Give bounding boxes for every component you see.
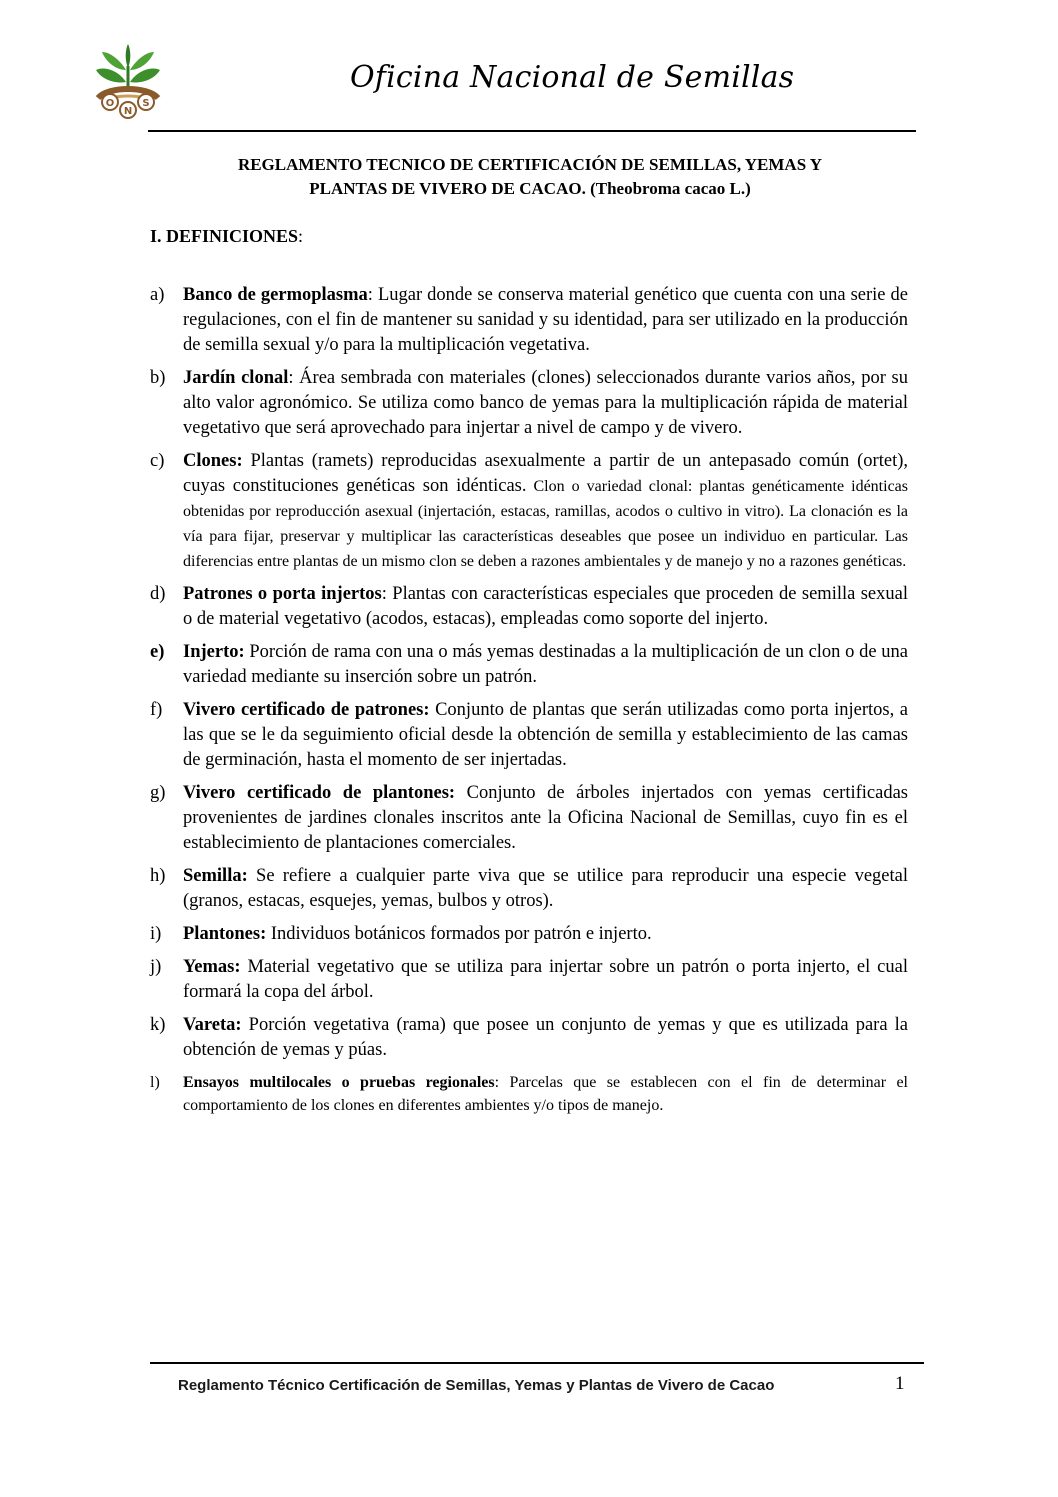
definition-item <box>150 955 908 1005</box>
definition-letter: d) <box>150 584 166 604</box>
definition-text: Plantas con características especiales que proceden de semilla sexual o de material vegetativo (acodos, estacas), empleadas como soporte del injerto. <box>183 584 908 629</box>
definition-letter: a) <box>150 285 165 305</box>
definition-term: Vivero certificado de plantones: <box>183 783 456 803</box>
definition-term: Clones: <box>183 451 243 471</box>
definition-text: Lugar donde se conserva material genético que cuenta con una serie de regulaciones, con el fin de mantener su sanidad y su identidad, para ser utilizado en la producción de semilla sexual y/o para la multiplicación vegetativa. <box>183 285 908 355</box>
definition-item <box>150 922 908 947</box>
logo-letter-n: N <box>123 106 133 117</box>
definition-term: Patrones o porta injertos <box>183 584 382 604</box>
section-title: I. DEFINICIONES <box>150 226 299 246</box>
definition-letter: c) <box>150 451 165 471</box>
definition-text: Área sembrada con materiales (clones) seleccionados durante varios años, por su alto valor agronómico. Se utiliza como banco de yemas para la multiplicación rápida de material vegetativo que será aprovechado para injertar a nivel de campo y de vivero. <box>183 368 908 438</box>
definition-letter: j) <box>150 957 162 977</box>
definition-text-small: Clon o variedad clonal: plantas genéticamente idénticas obtenidas por reproducción asexual (injertación, estacas, ramillas, acodos o cultivo in vitro). La clonación es la vía para fijar, preservar y multiplicar las características deseables que posee un individuo en particular. Las diferencias entre plantas de un mismo clon se deben a razones ambientales y de manejo y no a razones genéticas. <box>183 478 908 570</box>
plant-seedling-logo-icon <box>88 40 168 120</box>
definition-term: Banco de germoplasma <box>183 285 368 305</box>
definitions-list <box>150 283 908 1125</box>
definition-text: Material vegetativo que se utiliza para injertar sobre un patrón o porta injerto, el cual formará la copa del árbol. <box>183 957 908 1002</box>
footer-divider <box>150 1362 924 1364</box>
definition-letter: l) <box>150 1074 160 1091</box>
definition-term: Vareta: <box>183 1015 242 1035</box>
definition-letter: g) <box>150 783 166 803</box>
page-number: 1 <box>895 1373 905 1394</box>
ons-logo <box>88 40 168 120</box>
header-divider <box>148 130 916 132</box>
definition-term: Vivero certificado de patrones: <box>183 700 430 720</box>
definition-text: Plantas (ramets) reproducidas asexualmente a partir de un antepasado común (ortet), cuyas constituciones genéticas son idénticas. <box>183 451 908 496</box>
definition-letter: f) <box>150 700 163 720</box>
definition-letter: k) <box>150 1015 166 1035</box>
definition-text: Porción de rama con una o más yemas destinadas a la multiplicación de un clon o de una variedad mediante su inserción sobre un patrón. <box>183 642 908 687</box>
definition-term: Plantones: <box>183 924 267 944</box>
definition-text: Porción vegetativa (rama) que posee un conjunto de yemas y que es utilizada para la obtención de yemas y púas. <box>183 1015 908 1060</box>
definition-term: Ensayos multilocales o pruebas regionales <box>183 1074 495 1091</box>
definition-sep: : <box>367 285 373 305</box>
definition-item <box>150 864 908 914</box>
definition-item <box>150 449 908 574</box>
definition-term: Semilla: <box>183 866 248 886</box>
document-title-line1: REGLAMENTO TECNICO DE CERTIFICACIÓN DE SEMILLAS, YEMAS Y <box>237 155 823 174</box>
document-title <box>150 153 910 201</box>
definition-term: Injerto: <box>183 642 245 662</box>
definition-sep: : <box>381 584 387 604</box>
definition-item <box>150 366 908 441</box>
definition-text: Conjunto de árboles injertados con yemas certificadas provenientes de jardines clonales inscritos ante la Oficina Nacional de Semillas, cuyo fin es el establecimiento de plantaciones comerciales. <box>183 783 908 853</box>
logo-letter-s: S <box>142 98 150 109</box>
definition-item <box>150 1071 908 1117</box>
definition-item <box>150 781 908 856</box>
definition-text: Conjunto de plantas que serán utilizadas como porta injertos, a las que se le da seguimiento oficial desde la obtención de semilla y establecimiento de las camas de germinación, hasta el momento de ser injertadas. <box>183 700 909 770</box>
definition-letter: i) <box>150 924 162 944</box>
definition-letter: e) <box>150 642 165 662</box>
definition-letter: b) <box>150 368 166 388</box>
definition-item <box>150 582 908 632</box>
section-colon: : <box>298 226 304 246</box>
definition-text: Individuos botánicos formados por patrón e injerto. <box>266 924 652 944</box>
definition-term: Yemas: <box>183 957 241 977</box>
definition-text: Se refiere a cualquier parte viva que se utilice para reproducir una especie vegetal (granos, estacas, esquejes, yemas, bulbos y otros). <box>183 866 908 911</box>
section-heading <box>150 226 303 247</box>
definition-item <box>150 640 908 690</box>
document-title-line2: PLANTAS DE VIVERO DE CACAO. (Theobroma cacao L.) <box>309 179 751 198</box>
definition-letter: h) <box>150 866 166 886</box>
definition-item <box>150 1013 908 1063</box>
definition-term: Jardín clonal <box>183 368 289 388</box>
definition-sep: : <box>288 368 294 388</box>
logo-letter-o: O <box>105 98 115 109</box>
footer-text: Reglamento Técnico Certificación de Semillas, Yemas y Plantas de Vivero de Cacao <box>178 1377 775 1394</box>
definition-text: Parcelas que se establecen con el fin de determinar el comportamiento de los clones en diferentes ambientes y/o tipos de manejo. <box>183 1074 908 1114</box>
header-title: Oficina Nacional de Semillas <box>350 60 795 95</box>
definition-item <box>150 283 908 358</box>
definition-item <box>150 698 908 773</box>
definition-sep: : <box>494 1074 500 1091</box>
